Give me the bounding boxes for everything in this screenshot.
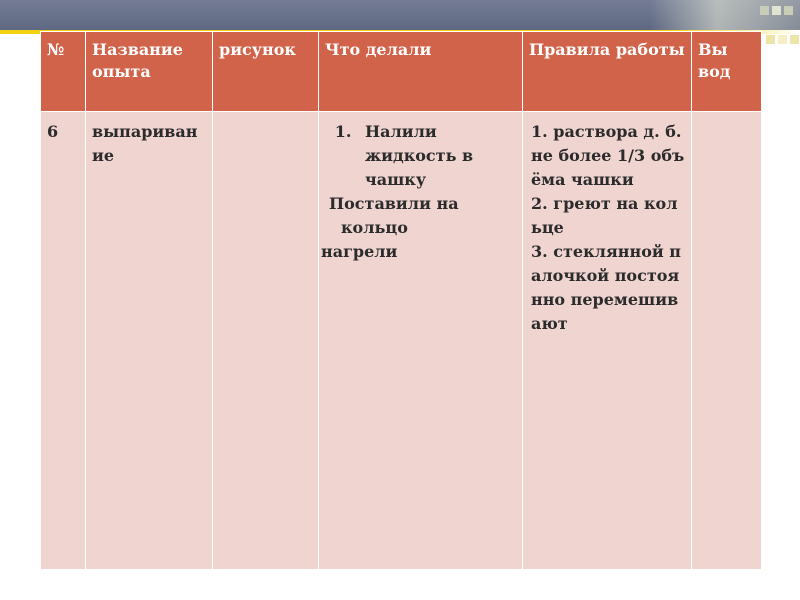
deco-square xyxy=(784,6,793,15)
deco-square xyxy=(790,35,799,44)
experiment-table xyxy=(40,31,762,570)
cell-what-done xyxy=(319,112,523,570)
step-line: Поставили на кольцо xyxy=(329,194,459,237)
table-header-row xyxy=(41,32,762,112)
table-row xyxy=(41,112,762,570)
rule-line: 2. греют на кольце xyxy=(531,194,678,237)
rule-line: 3. стеклянной палочкой постоянно перемешивают xyxy=(531,242,682,333)
header-conclusion: Вы вод xyxy=(692,32,762,112)
deco-square xyxy=(778,35,787,44)
steps-list xyxy=(325,120,516,192)
cell-experiment-name: выпаривание xyxy=(86,112,213,570)
header-rules: Правила работы xyxy=(523,32,692,112)
step-line: нагрели xyxy=(321,242,398,261)
cell-conclusion xyxy=(692,112,762,570)
cell-picture xyxy=(213,112,319,570)
rule-line: 1. раствора д. б. не более 1/3 объёма чашки xyxy=(531,122,685,189)
deco-square xyxy=(772,6,781,15)
deco-square xyxy=(766,35,775,44)
step-item: 1. Налили жидкость в чашку xyxy=(357,120,516,192)
header-experiment-name: Название опыта xyxy=(86,32,213,112)
deco-square xyxy=(760,6,769,15)
header-picture: рисунок xyxy=(213,32,319,112)
cell-number: 6 xyxy=(41,112,86,570)
header-what-done: Что делали xyxy=(319,32,523,112)
cell-rules xyxy=(523,112,692,570)
top-band-glow xyxy=(650,0,800,30)
header-number: № xyxy=(41,32,86,112)
